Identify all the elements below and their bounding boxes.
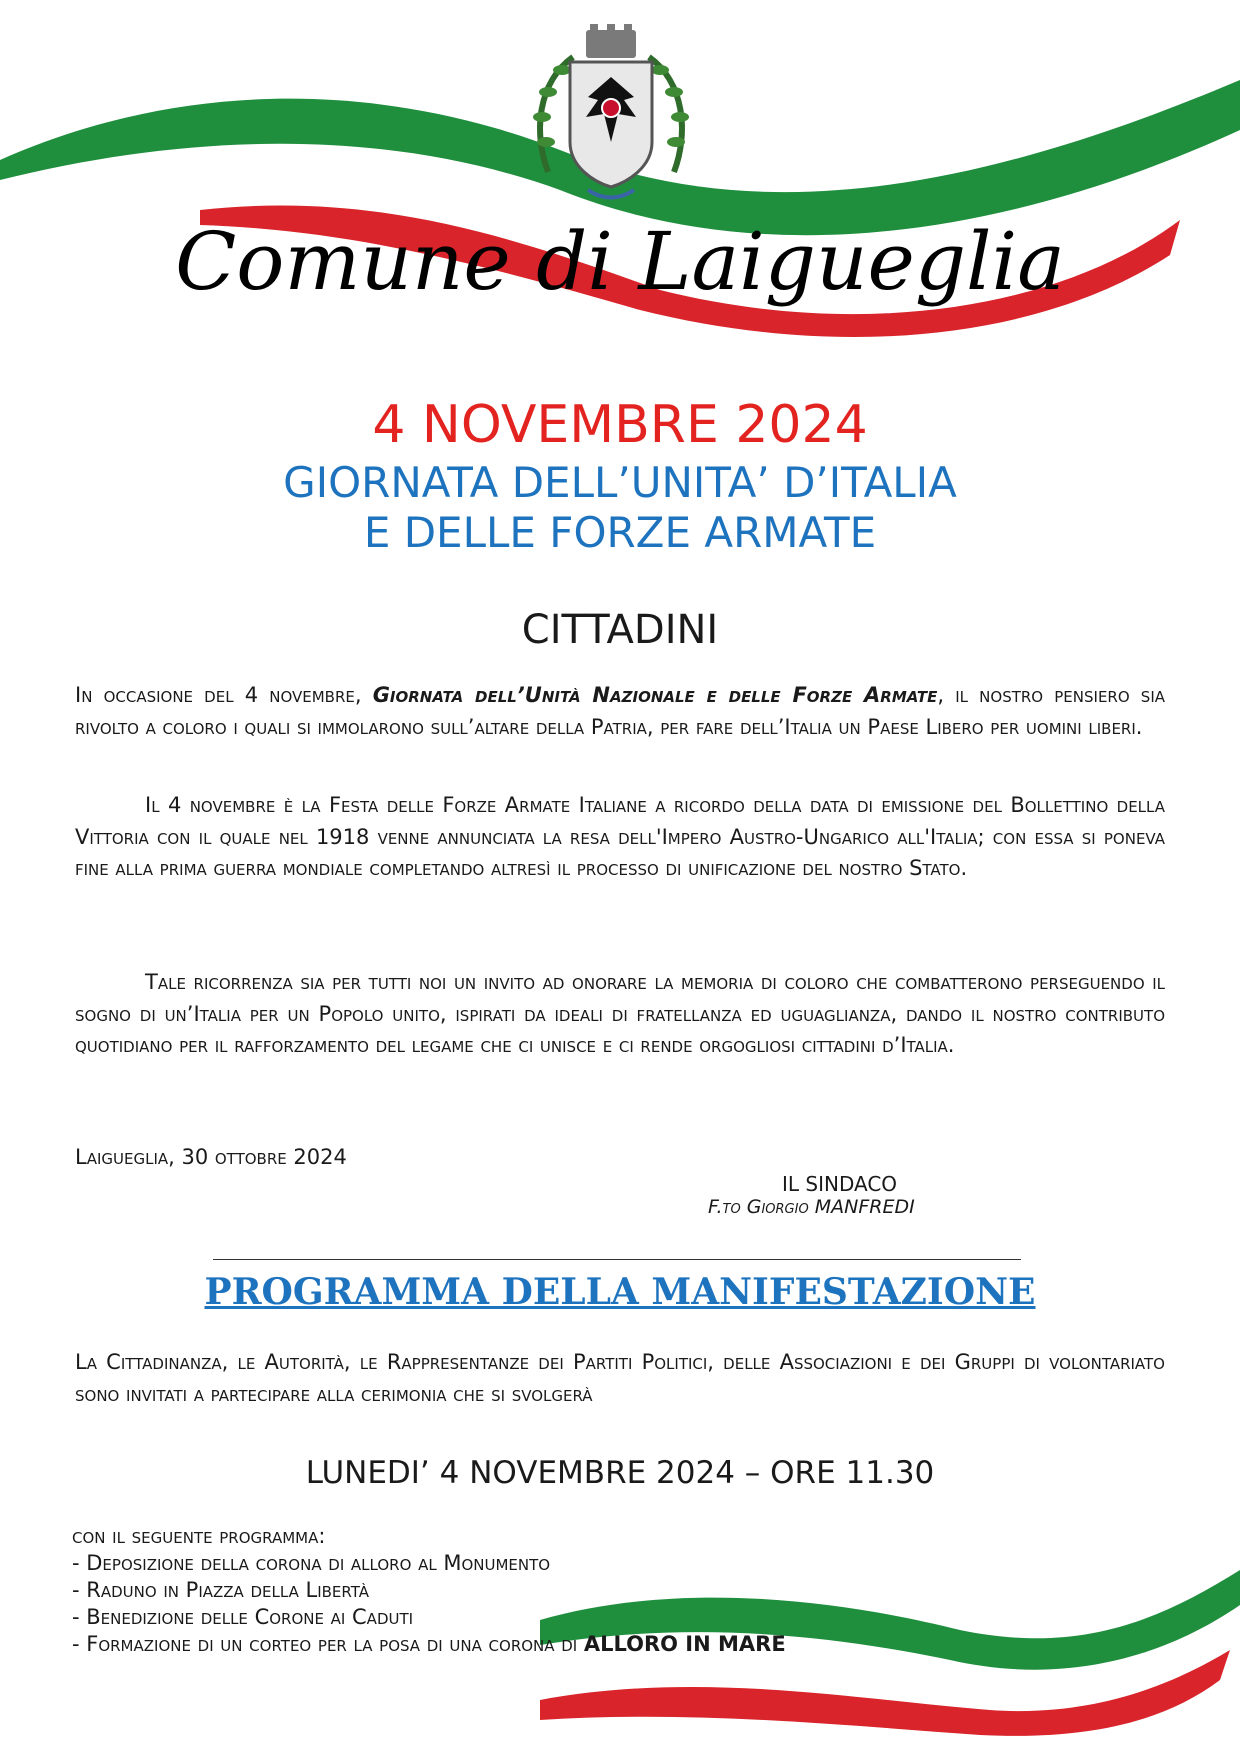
- paragraph-1-start: In occasione del 4 novembre,: [75, 683, 373, 707]
- paragraph-1: [75, 680, 1165, 743]
- section-heading: CITTADINI: [521, 607, 719, 653]
- municipal-crest-icon: [528, 22, 694, 204]
- program-item: - Raduno in Piazza della Libertà: [72, 1578, 369, 1602]
- event-datetime: LUNEDI’ 4 NOVEMBRE 2024 – ORE 11.30: [305, 1455, 935, 1491]
- program-item-last-text: - Formazione di un corteo per la posa di una corona di: [72, 1632, 584, 1656]
- ribbon-bottom-red-band: [540, 1650, 1230, 1736]
- programma-heading: PROGRAMMA DELLA MANIFESTAZIONE: [204, 1271, 1036, 1313]
- mayor-title: IL SINDACO: [782, 1172, 898, 1196]
- paragraph-2: Il 4 novembre è la Festa delle Forze Armate Italiane a ricordo della data di emissione del Bollettino della Vittoria con il quale nel 1918 venne annunciata la resa dell'Impero Austro-Ungarico all'Italia; con essa si poneva fine alla prima guerra mondiale completando altresì il processo di unificazione del nostro Stato.: [75, 793, 1165, 880]
- paragraph-3: Tale ricorrenza sia per tutti noi un invito ad onorare la memoria di coloro che combatterono perseguendo il sogno di un’Italia per un Popolo unito, ispirati da ideali di fratellanza ed uguaglianza, dando il nostro contributo quotidiano per il rafforzamento del legame che ci unisce e ci rende orgogliosi cittadini d’Italia.: [75, 970, 1165, 1057]
- mayor-signature: F.to Giorgio MANFREDI: [708, 1196, 915, 1218]
- event-subtitle-line2: E DELLE FORZE ARMATE: [363, 508, 877, 557]
- paragraph-1-emphasis: Giornata dell’Unità Nazionale e delle Forze Armate: [372, 683, 938, 707]
- event-date-title: 4 NOVEMBRE 2024: [372, 395, 868, 455]
- paragraph-1-end: , il nostro pensiero sia rivolto a coloro i quali si immolarono sull’altare della Patria, per fare dell’Italia un Paese Libero per uomini liberi.: [75, 683, 1166, 739]
- program-item: - Deposizione della corona di alloro al Monumento: [72, 1551, 551, 1575]
- program-intro: con il seguente programma:: [72, 1524, 326, 1548]
- comune-title: Comune di Laigueglia: [175, 215, 1065, 308]
- event-subtitle-line1: GIORNATA DELL’UNITA’ D’ITALIA: [283, 458, 957, 507]
- program-list: [72, 1523, 786, 1658]
- program-item: - Benedizione delle Corone ai Caduti: [72, 1605, 414, 1629]
- program-item-last: [72, 1631, 786, 1658]
- place-date: Laigueglia, 30 ottobre 2024: [75, 1145, 347, 1169]
- invitation-paragraph: La Cittadinanza, le Autorità, le Rappresentanze dei Partiti Politici, delle Associazioni e dei Gruppi di volontariato sono invitati a partecipare alla cerimonia che si svolgerà: [75, 1350, 1165, 1406]
- program-item-last-bold: ALLORO IN MARE: [583, 1632, 786, 1656]
- separator-line: [213, 1259, 1021, 1260]
